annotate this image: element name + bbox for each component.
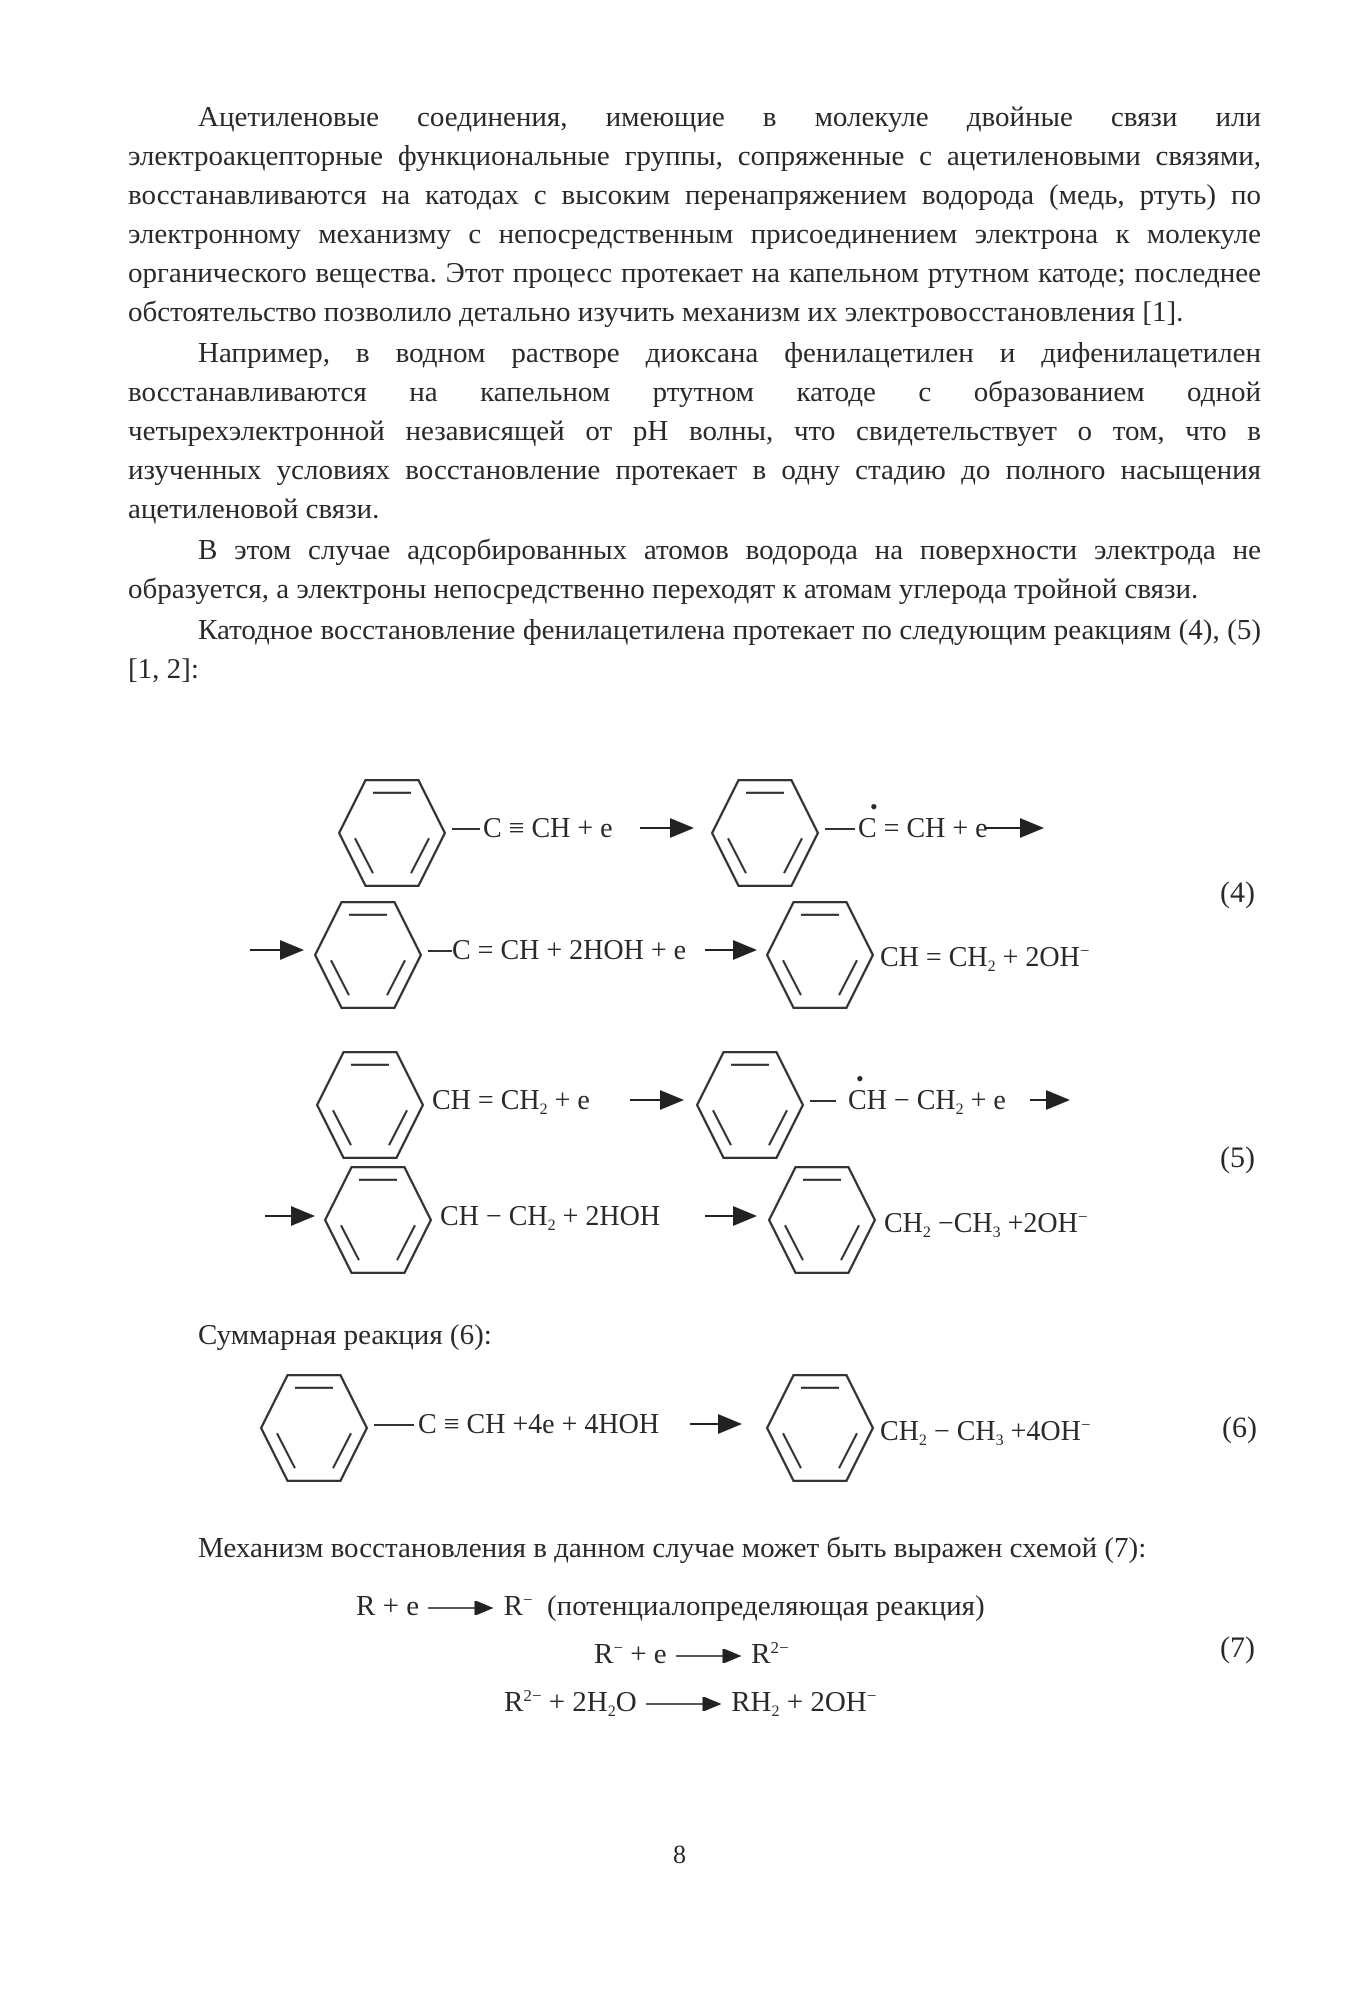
page-number: 8 — [673, 1840, 686, 1869]
summary-label: Суммарная реакция (6): — [198, 1319, 492, 1351]
paragraph-1: Ацетиленовые соединения, имеющие в молекуле двойные связи или электроакцепторные функциональные группы, сопряженные с ацетиленовыми связями, восстанавливаются на катодах с высоким перенапряжением водорода (медь, ртуть) по электронному механизму с непосредственным присоединением электрона к молекуле органического вещества. Этот процесс протекает на капельном ртутном катоде; последнее обстоятельство позволило детально изучить механизм их электровосстановления [1]. — [128, 101, 1261, 328]
reaction-arrow — [985, 818, 1045, 838]
eq6-number: (6) — [1222, 1411, 1257, 1444]
subscript: 3 — [992, 1224, 1001, 1241]
mech3-right-rest: + 2OH — [779, 1686, 867, 1718]
subscript: 2 — [607, 1703, 616, 1720]
reaction-arrow — [674, 1649, 744, 1663]
benzene-ring-icon — [760, 1373, 880, 1483]
mechanism-line-3 — [504, 1678, 876, 1730]
subscript: 2 — [547, 1217, 556, 1234]
benzene-ring-icon — [690, 1050, 810, 1160]
superscript: 2− — [523, 1686, 542, 1705]
eq4-radical-anion: C = CH + e — [858, 813, 988, 844]
eq4-reactant-1: C ≡ CH + e — [483, 813, 613, 844]
reaction-arrow — [630, 1090, 685, 1110]
bond-line — [374, 1422, 414, 1428]
benzene-ring-icon — [332, 778, 452, 888]
mech3-left-end: O — [615, 1686, 637, 1718]
reaction-arrow — [426, 1601, 496, 1615]
subscript: 2 — [771, 1703, 780, 1720]
eq6-reactants: C ≡ CH +4e + 4HOH — [418, 1409, 660, 1440]
mechanism-line-1 — [356, 1582, 985, 1624]
bond-line — [428, 948, 452, 954]
eq4-dianion: C = CH + 2HOH + e — [452, 935, 687, 966]
mech3-left-rest: + 2H — [541, 1686, 608, 1718]
eq6-product — [880, 1408, 1090, 1458]
subscript: 3 — [995, 1432, 1004, 1449]
bond-line — [810, 1098, 836, 1104]
electron-text: + e — [547, 1085, 590, 1116]
ethyl-text: CH — [880, 1416, 919, 1447]
bond-line — [825, 826, 855, 832]
superscript: 2− — [770, 1638, 789, 1657]
reaction-arrow — [640, 818, 695, 838]
ethyl-mid-text: −CH — [930, 1208, 993, 1239]
superscript: − — [522, 1590, 533, 1609]
benzene-ring-icon — [705, 778, 825, 888]
reaction-arrow — [265, 1206, 315, 1226]
eq7-number: (7) — [1220, 1631, 1255, 1664]
superscript: − — [1077, 1207, 1088, 1226]
eq5-radical-anion — [848, 1084, 1006, 1127]
radical-anion-text: CH − CH — [848, 1085, 956, 1116]
mech3-left: R — [504, 1686, 524, 1718]
benzene-ring-icon — [310, 1050, 430, 1160]
reaction-arrow — [250, 940, 305, 960]
mech1-note: (потенциалопределяющая реакция) — [547, 1590, 985, 1622]
styrene-text: CH = CH — [880, 942, 988, 973]
mech2-left-rest: + e — [622, 1638, 667, 1670]
mech2-left: R — [594, 1638, 614, 1670]
subscript: 2 — [987, 958, 996, 975]
eq4-product — [880, 934, 1089, 984]
eq5-number: (5) — [1220, 1141, 1255, 1174]
mech1-right: R — [503, 1590, 523, 1622]
dianion-text: CH − CH — [440, 1201, 548, 1232]
superscript: − — [1080, 1415, 1091, 1434]
electron-text: + e — [963, 1085, 1006, 1116]
benzene-ring-icon — [760, 900, 880, 1010]
mech3-right: RH — [731, 1686, 772, 1718]
reaction-arrow — [705, 940, 757, 960]
reaction-arrow — [690, 1414, 742, 1434]
superscript: − — [866, 1686, 877, 1705]
body-text — [128, 98, 1261, 689]
mech2-right: R — [751, 1638, 771, 1670]
superscript: − — [613, 1638, 623, 1657]
reaction-arrow — [1030, 1090, 1070, 1110]
paragraph-2: Например, в водном растворе диоксана фенилацетилен и дифенилацетилен восстанавливаются на капельном ртутном катоде с образованием одной четырехэлектронной независящей от pH волны, что свидетельствует о том, что в изученных условиях восстановление протекает в одну стадию до полного насыщения ацетиленовой связи. — [128, 337, 1261, 525]
reaction-arrow — [644, 1697, 724, 1711]
subscript: 2 — [539, 1101, 548, 1118]
eq5-reactant-1 — [432, 1084, 590, 1127]
hydroxide-text: +4OH — [1003, 1416, 1081, 1447]
superscript: − — [1079, 941, 1090, 960]
subscript: 2 — [955, 1101, 964, 1118]
ethyl-text: CH — [884, 1208, 923, 1239]
radical-dot: • — [870, 794, 878, 819]
eq4-number: (4) — [1220, 876, 1255, 909]
hydroxide-text: + 2OH — [995, 942, 1080, 973]
subscript: 2 — [922, 1224, 931, 1241]
benzene-ring-icon — [308, 900, 428, 1010]
paragraph-3: В этом случае адсорбированных атомов водорода на поверхности электрода не образуется, а электроны непосредственно переходят к атомам углерода тройной связи. — [128, 534, 1261, 605]
benzene-ring-icon — [318, 1165, 438, 1275]
eq5-product — [884, 1200, 1087, 1250]
styrene-text: CH = CH — [432, 1085, 540, 1116]
hydroxide-text: +2OH — [1000, 1208, 1078, 1239]
radical-dot: • — [856, 1066, 864, 1091]
mechanism-line-2 — [594, 1630, 789, 1672]
water-text: + 2HOH — [555, 1201, 661, 1232]
paragraph-4: Катодное восстановление фенилацетилена протекает по следующим реакциям (4), (5) [1, 2]: — [128, 614, 1261, 685]
eq5-dianion — [440, 1200, 660, 1243]
ethyl-mid-text: − CH — [926, 1416, 996, 1447]
benzene-ring-icon — [762, 1165, 882, 1275]
reaction-arrow — [705, 1206, 757, 1226]
benzene-ring-icon — [254, 1373, 374, 1483]
mechanism-label: Механизм восстановления в данном случае может быть выражен схемой (7): — [198, 1532, 1147, 1564]
mech1-left: R + e — [356, 1590, 420, 1622]
subscript: 2 — [918, 1432, 927, 1449]
bond-line — [452, 826, 480, 832]
